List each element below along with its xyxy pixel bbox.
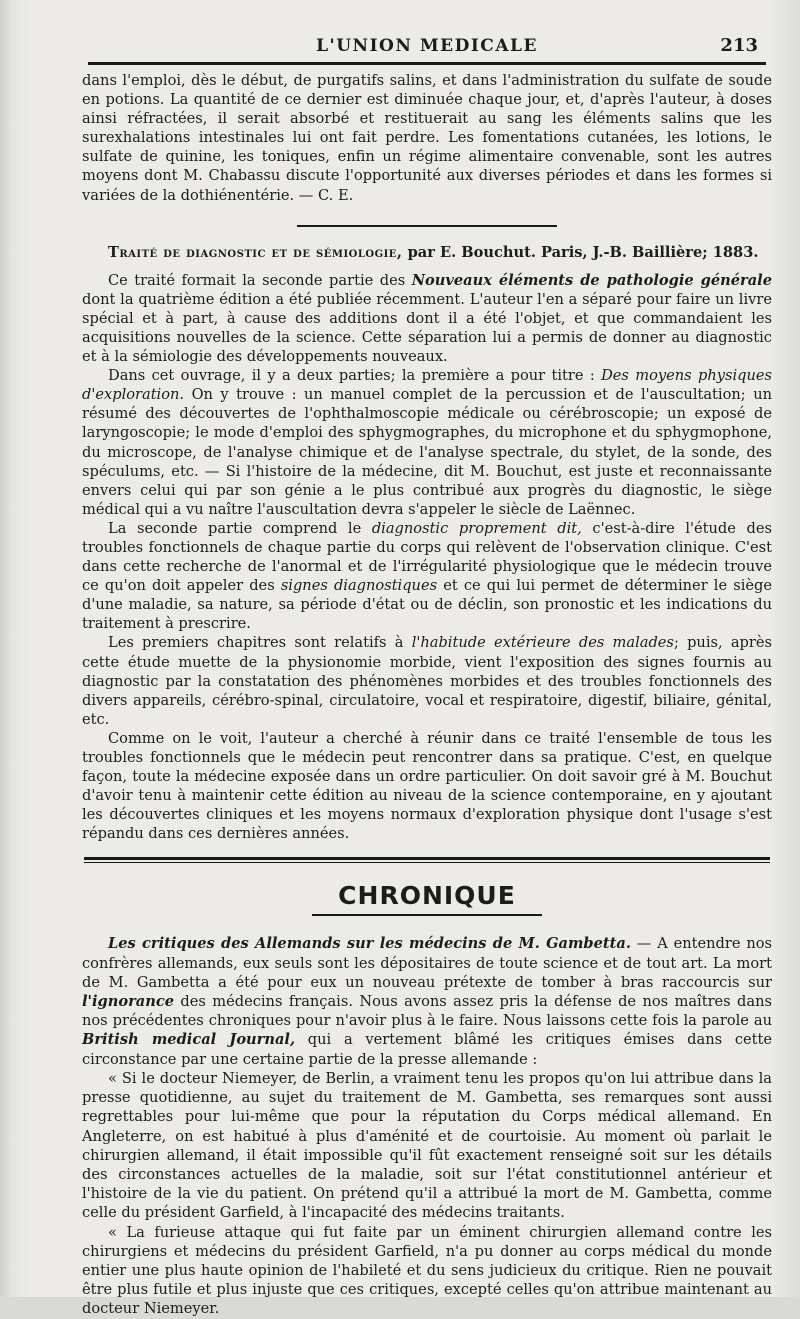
review-paragraph-3: La seconde partie comprend le diagnostic proprement dit, c'est-à-dire l'étude des troubles fonctionnels de chaque partie du corps qui relèvent de l'observation clinique. C'est dans cette recherche de l'anormal et de l'irrégularité physiologique que le médecin trouve ce qu'on doit appeler des signes diagnostiques et ce qui lui permet de déterminer le siège d'une maladie, sa nature, sa période d'état ou de déclin, son pronostic et les indications du traitement à prescrire. bbox=[82, 519, 772, 633]
section-title-underline bbox=[312, 914, 542, 916]
review-paragraph-5: Comme on le voit, l'auteur a cherché à réunir dans ce traité l'ensemble de tous les troubles fonctionnels que le médecin peut rencontrer dans sa pratique. C'est, en quelque façon, toute la médecine exposée dans un ordre particulier. On doit savoir gré à M. Bouchut d'avoir tenu à maintenir cette édition au niveau de la science contemporaine, en y ajoutant les découvertes cliniques et les moyens normaux d'exploration physique dont l'usage s'est répandu dans ces dernières années. bbox=[82, 729, 772, 843]
chronique-body bbox=[82, 934, 772, 1318]
section-title-chronique: CHRONIQUE bbox=[338, 881, 516, 911]
running-head bbox=[82, 0, 772, 62]
page-number: 213 bbox=[720, 35, 758, 56]
review-paragraph-1: Ce traité formait la seconde partie des Nouveaux éléments de pathologie générale dont la quatrième édition a été publiée récemment. L'auteur l'en a séparé pour faire un livre spécial et à part, à cause des additions dont il a été l'objet, et que commandaient les acquisitions nouvelles de la science. Cette séparation lui a permis de donner au diagnostic et à la sémiologie des développements nouveaux. bbox=[82, 271, 772, 366]
review-publication: par E. Bouchut. Paris, J.-B. Baillière; 1883. bbox=[402, 243, 759, 261]
journal-title: L'UNION MEDICALE bbox=[316, 36, 538, 56]
chronique-lede: Les critiques des Allemands sur les médecins de M. Gambetta. bbox=[108, 935, 631, 953]
paragraph-chabassu-conclusion: dans l'emploi, dès le début, de purgatifs salins, et dans l'administration du sulfate de soude en potions. La quantité de ce dernier est diminuée chaque jour, et, d'après l'auteur, à doses ainsi réfractées, il serait absorbé et restituerait au sang les éléments salins que les surexhalations intestinales lui ont fait perdre. Les fomentations cutanées, les lotions, le sulfate de quinine, les toniques, enfin un régime alimentaire convenable, sont les autres moyens dont M. Chabassu discute l'opportunité aux diverses périodes et dans les formes si variées de la dothiénentérie. — C. E. bbox=[82, 72, 772, 204]
review-title: Traité de diagnostic et de sémiologie, bbox=[108, 243, 403, 261]
chronique-paragraph-3: « La furieuse attaque qui fut faite par un éminent chirurgien allemand contre les chirurgiens et médecins du président Garfield, n'a pu donner au corps médical du monde entier une plus haute opinion de l'habileté et du sens judicieux du critique. Rien ne pouvait être plus futile et plus injuste que ces critiques, excepté celles qu'on attribue maintenant au docteur Niemeyer. bbox=[82, 1223, 772, 1318]
chronique-paragraph-1: Les critiques des Allemands sur les médecins de M. Gambetta. — A entendre nos confrères allemands, eux seuls sont les dépositaires de toute science et de tout art. La mort de M. Gambetta a été pour eux un nouveau prétexte de tomber à bras raccourcis sur l'ignorance des médecins français. Nous avons assez pris la défense de nos maîtres dans nos précédentes chroniques pour n'avoir plus à le faire. Nous laissons cette fois la parole au British medical Journal, qui a vertement blâmé les critiques émises dans cette circonstance par une certaine partie de la presse allemande : bbox=[82, 935, 772, 1068]
header-rule bbox=[88, 62, 766, 65]
separator-rule bbox=[297, 225, 557, 227]
review-paragraph-4: Les premiers chapitres sont relatifs à l'habitude extérieure des malades; puis, après cette étude muette de la physionomie morbide, vient l'exposition des signes fournis au diagnostic par la constatation des phénomènes morbides et des troubles fonctionnels des divers appareils, cérébro-spinal, circulatoire, vocal et respiratoire, digestif, biliaire, génital, etc. bbox=[82, 634, 773, 728]
review-heading bbox=[82, 243, 772, 263]
chronique-paragraph-2: « Si le docteur Niemeyer, de Berlin, a vraiment tenu les propos qu'on lui attribue dans la presse quotidienne, au sujet du traitement de M. Gambetta, ses remarques sont aussi regrettables pour lui-même que pour la réputation du Corps médical allemand. En Angleterre, on est habitué à plus d'aménité et de courtoisie. Au moment où parlait le chirurgien allemand, il était impossible qu'il fût exactement renseigné soit sur les détails des circonstances actuelles de la maladie, soit sur l'état constitutionnel antérieur et l'histoire de la vie du patient. On prétend qu'il a attribué la mort de M. Gambetta, comme celle du président Garfield, à l'incapacité des médecins traitants. bbox=[82, 1069, 772, 1222]
review-paragraph-2: Dans cet ouvrage, il y a deux parties; la première a pour titre : Des moyens physiques d'exploration. On y trouve : un manuel complet de la percussion et de l'auscultation; un résumé des découvertes de l'ophthalmoscopie médicale ou cérébroscopie; un exposé de laryngoscopie; le mode d'emploi des sphygmographes, du microphone et du sphygmophone, du microscope, de l'analyse chimique et de l'analyse spectrale, du stylet, de la sonde, des spéculums, etc. — Si l'histoire de la médecine, dit M. Bouchut, est juste et reconnaissante envers celui qui par son génie a le plus contribué aux progrès du diagnostic, le siège médical qui a vu naître l'auscultation devra s'appeler le siècle de Laënnec. bbox=[82, 367, 772, 518]
section-divider bbox=[84, 857, 770, 863]
